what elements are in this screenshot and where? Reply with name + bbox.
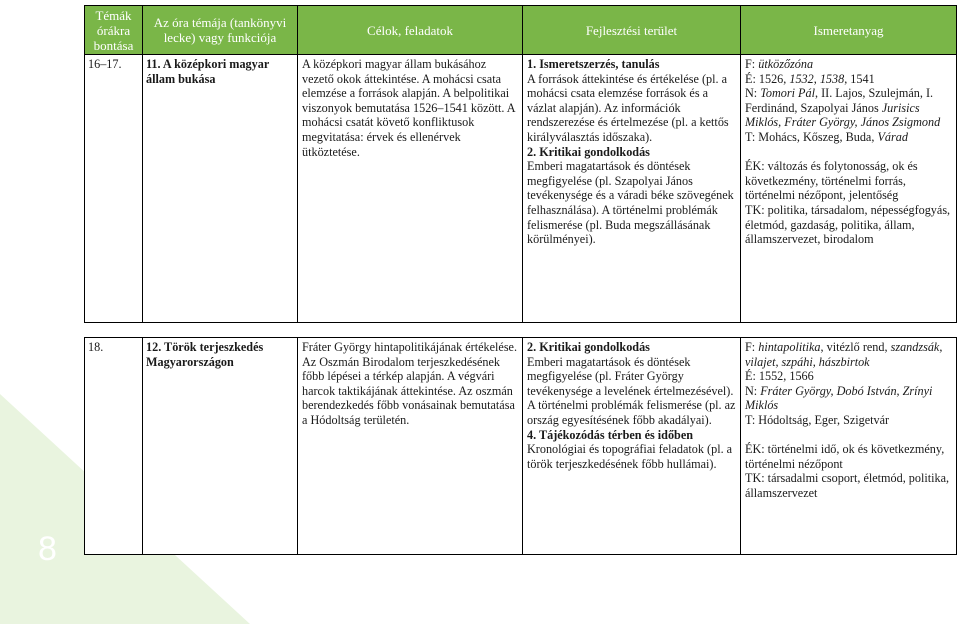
header-row (85, 6, 957, 55)
knowledge-cell (741, 55, 957, 323)
dev-heading: 2. Kritikai gondolkodás (527, 340, 650, 354)
dev-text: Emberi magatartások és döntések megfigyelése (pl. Fráter György tevékenysége a levelének értelmezésével). A történelmi problémák felismerése (pl. az ország egyesítésének főbb akadályai). (527, 354, 736, 427)
concept-ek: ÉK: történelmi idő, ok és következmény, történelmi nézőpont (745, 442, 945, 471)
curriculum-table (84, 5, 957, 555)
header-development: Fejlesztési terület (523, 6, 741, 55)
page-number: 8 (38, 530, 57, 568)
hours-cell: 16–17. (85, 55, 143, 323)
goals-cell: Fráter György hintapolitikájának értékelése. Az Oszmán Birodalom terjeszkedésének főbb lépései a térkép alapján. A végvári harcok taktikájának áttekintése. Az oszmán berendezkedés főbb vonásainak bemutatása a Hódoltság területén. (298, 338, 523, 555)
concept-f: F: hintapolitika, vitézlő rend, szandzsák, vilajet, szpáhi, hászbirtok (745, 340, 943, 369)
topic-cell: 11. A középkori magyar állam bukása (143, 55, 298, 323)
concept-e: É: 1552, 1566 (745, 369, 814, 384)
spacer-row (85, 323, 957, 338)
development-cell (523, 338, 741, 555)
hours-cell: 18. (85, 338, 143, 555)
dev-heading: 1. Ismeretszerzés, tanulás (527, 57, 660, 71)
concept-tk: TK: politika, társadalom, népességfogyás, életmód, gazdaság, politika, állam, államszervezet, birodalom (745, 202, 951, 247)
header-topic: Az óra témája (tankönyvi lecke) vagy funkciója (143, 6, 298, 55)
goals-cell: A középkori magyar állam bukásához vezető okok áttekintése. A mohácsi csata elemzése a források alapján. A belpolitikai viszonyok bemutatása 1526–1541 között. A mohácsi csatát követő konfliktusok megvitatása: érvek és ellenérvek ütköztetése. (298, 55, 523, 323)
concept-t: T: Hódoltság, Eger, Szigetvár (745, 412, 890, 427)
concept-n: N: Fráter György, Dobó István, Zrínyi Miklós (745, 383, 933, 413)
concept-tk: TK: társadalmi csoport, életmód, politika, államszervezet (745, 471, 950, 500)
dev-heading: 2. Kritikai gondolkodás (527, 144, 650, 159)
knowledge-cell (741, 338, 957, 555)
concept-f: F: ütközőzóna (745, 57, 814, 71)
header-hours: Témák órákra bontása (85, 6, 143, 55)
dev-text: Emberi magatartások és döntések megfigyelése (pl. Szapolyai János tevékenysége és a váradi béke szövegének felhasználása). A történelmi problémák felismerése (pl. Buda megszállásának körülményei). (527, 159, 734, 247)
table-row (85, 55, 957, 323)
dev-heading: 4. Tájékozódás térben és időben (527, 427, 694, 442)
header-knowledge: Ismeretanyag (741, 6, 957, 55)
concept-ek: ÉK: változás és folytonosság, ok és következmény, történelmi forrás, történelmi nézőpont, jelentőség (745, 159, 918, 203)
header-goals: Célok, feladatok (298, 6, 523, 55)
development-cell (523, 55, 741, 323)
dev-text: A források áttekintése és értékelése (pl. a mohácsi csata elemzése források és a vázlat alapján). Az információk rendszerezése és értelmezése (pl. a kettős királyválasztás időszaka). (527, 71, 729, 144)
concept-n: N: Tomori Pál, II. Lajos, Szulejmán, I. Ferdinánd, Szapolyai János Jurisics Miklós, Fráter György, János Zsigmond (745, 86, 941, 130)
concept-e: É: 1526, 1532, 1538, 1541 (745, 71, 875, 86)
concept-t: T: Mohács, Kőszeg, Buda, Várad (745, 129, 908, 144)
topic-cell: 12. Török terjeszkedés Magyarországon (143, 338, 298, 555)
dev-text: Kronológiai és topográfiai feladatok (pl. a török terjeszkedésének főbb hullámai). (527, 442, 733, 471)
table-row (85, 338, 957, 555)
